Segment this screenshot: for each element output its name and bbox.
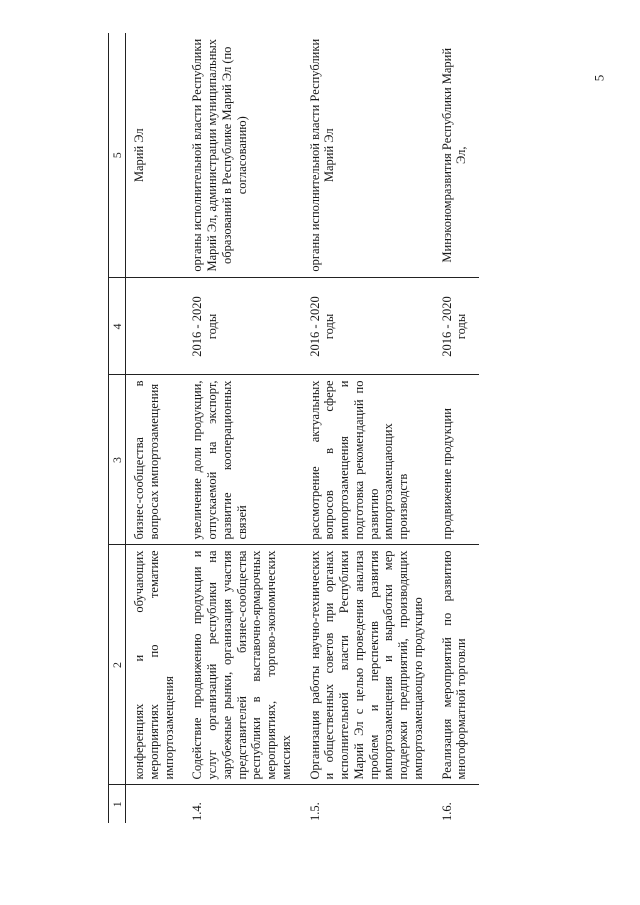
table-row xyxy=(186,33,303,823)
page-number: 5 xyxy=(590,74,606,82)
result-cell: продвижение продукции xyxy=(436,375,480,545)
event-cell: Содействие продвижению продукции и услуг организаций республики на зарубежные рынки, организация участия представителей бизнес-сообщества республики в выставочно-ярмарочных мероприятиях, торгово-экономических миссиях xyxy=(186,545,303,785)
period-cell: 2016 - 2020 годы xyxy=(304,278,436,375)
row-number: 1.6. xyxy=(439,802,454,821)
result-cell: увеличение доли продукции, отпускаемой на экспорт, развитие кооперационных связей xyxy=(186,375,303,545)
column-header: 5 xyxy=(109,33,126,278)
executor-cell: Марий Эл xyxy=(126,33,187,278)
result-cell: бизнес-сообщества в вопросах импортозамещения xyxy=(126,375,187,545)
table-row xyxy=(304,33,436,823)
row-number xyxy=(126,785,187,823)
table-row xyxy=(436,33,480,823)
executor-cell: органы исполнительной власти Республики Марий Эл xyxy=(304,33,436,278)
column-header: 4 xyxy=(109,278,126,375)
event-cell: Реализация мероприятий по развитию многоформатной торговли xyxy=(436,545,480,785)
executor-cell: органы исполнительной власти Республики Марий Эл, администрации муниципальных образований в Республике Марий Эл (по согласованию) xyxy=(186,33,303,278)
row-number: 1.4. xyxy=(190,802,205,821)
column-header: 1 xyxy=(109,785,126,823)
executor-cell: Минэкономразвития Республики Марий Эл, xyxy=(436,33,480,278)
period-cell: 2016 - 2020 годы xyxy=(436,278,480,375)
row-number: 1.5. xyxy=(307,802,322,821)
table-header-row xyxy=(109,33,126,823)
program-table xyxy=(108,33,479,823)
table-row xyxy=(126,33,187,823)
column-header: 3 xyxy=(109,375,126,545)
event-cell: Организация работы научно-технических и общественных советов при органах исполнительной власти Республики Марий Эл с целью проведения анализа проблем и перспектив развития импортозамещения и выработки мер поддержки предприятий, производящих импортозамещающую продукцию xyxy=(304,545,436,785)
event-cell: конференциях и обучающих мероприятиях по тематике импортозамещения xyxy=(126,545,187,785)
column-header: 2 xyxy=(109,545,126,785)
period-cell xyxy=(126,278,187,375)
result-cell: рассмотрение актуальных вопросов в сфере импортозамещения и подготовка рекомендаций по развитию импортозамещающих производств xyxy=(304,375,436,545)
period-cell: 2016 - 2020 годы xyxy=(186,278,303,375)
